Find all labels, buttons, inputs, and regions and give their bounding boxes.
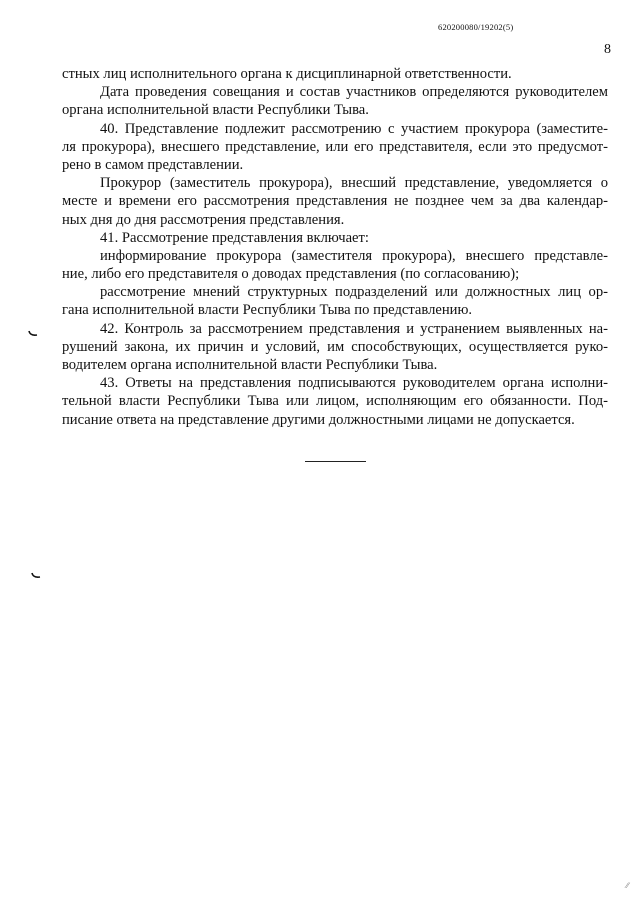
text-line: тельной власти Республики Тыва или лицом, исполняющим его обязанности. Под- — [62, 393, 608, 410]
text-line: ля прокурора), внесшего представление, или его представителя, если это предусмот- — [62, 138, 608, 155]
end-rule — [305, 461, 366, 462]
text-line: месте и времени его рассмотрения представления не позднее чем за два календар- — [62, 193, 608, 210]
document-body — [62, 65, 608, 429]
punch-hole-mark-icon — [31, 572, 41, 580]
text-line: информирование прокурора (заместителя прокурора), внесшего представле- — [100, 247, 608, 264]
text-line: рушений закона, их причин и условий, им способствующих, осуществляется руко- — [62, 338, 608, 355]
text-line: Дата проведения совещания и состав участников определяются руководителем — [100, 84, 608, 101]
text-line: 43. Ответы на представления подписываются руководителем органа исполни- — [100, 375, 608, 392]
text-line: ных дня до дня рассмотрения представления. — [62, 211, 345, 228]
corner-mark: ⁄⁄ — [626, 881, 629, 890]
punch-hole-mark-icon — [28, 330, 38, 338]
text-line: стных лиц исполнительного органа к дисциплинарной ответственности. — [62, 66, 512, 82]
text-line: писание ответа на представление другими должностными лицами не допускается. — [62, 411, 575, 428]
text-line: ние, либо его представителя о доводах представления (по согласованию); — [62, 266, 520, 283]
text-line: Прокурор (заместитель прокурора), внесший представление, уведомляется о — [100, 175, 608, 192]
text-line: органа исполнительной власти Республики Тыва. — [62, 102, 369, 119]
text-line: 41. Рассмотрение представления включает: — [100, 229, 369, 246]
text-line: водителем органа исполнительной власти Республики Тыва. — [62, 357, 438, 373]
page-number: 8 — [604, 42, 611, 57]
text-line: рено в самом представлении. — [62, 156, 244, 173]
document-code: 620200080/19202(5) — [438, 22, 514, 32]
text-line: гана исполнительной власти Республики Тыва по представлению. — [62, 302, 473, 319]
text-line: рассмотрение мнений структурных подразделений или должностных лиц ор- — [100, 284, 608, 301]
text-line: 40. Представление подлежит рассмотрению с участием прокурора (заместите- — [100, 120, 608, 137]
text-line: 42. Контроль за рассмотрением представления и устранением выявленных на- — [100, 320, 608, 337]
